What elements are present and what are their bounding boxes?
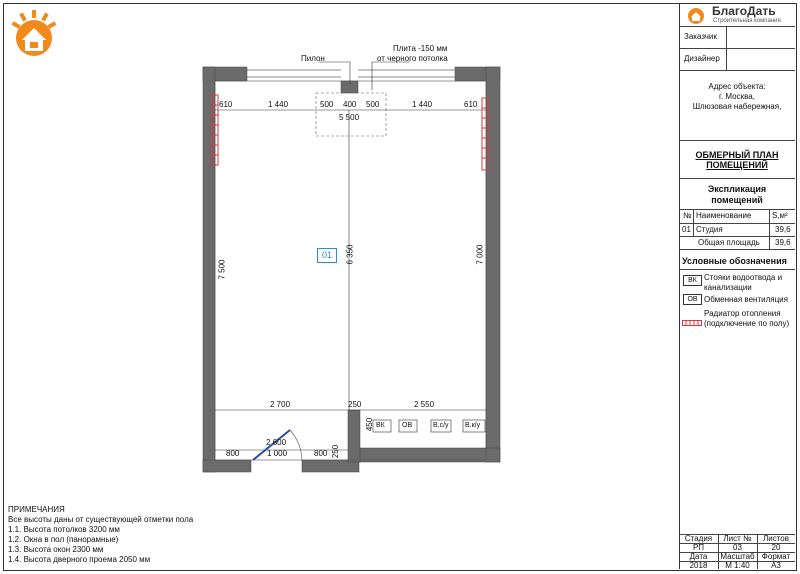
drawing-title-line2: ПОМЕЩЕНИЙ bbox=[706, 160, 768, 170]
legend-radiator-text bbox=[704, 309, 789, 329]
drawing-title-line1: ОБМЕРНЫЙ ПЛАН bbox=[695, 150, 779, 160]
fixture-ov-label: ОВ bbox=[402, 422, 413, 429]
stamp-date: 2018 bbox=[689, 561, 708, 570]
table-header-name: Наименование bbox=[696, 211, 752, 220]
notes-block bbox=[8, 505, 193, 565]
slab-label-line2: от черного потолка bbox=[377, 54, 448, 63]
legend-vk-text bbox=[704, 273, 782, 293]
stamp-format: А3 bbox=[771, 561, 781, 570]
house-mini-logo-icon bbox=[683, 5, 709, 25]
room-row-area: 39,6 bbox=[775, 225, 791, 234]
entry-door-swing-arc bbox=[290, 430, 302, 462]
pylon bbox=[341, 81, 358, 93]
bottom-dim-2: 250 bbox=[348, 400, 362, 409]
room-row-num: 01 bbox=[682, 225, 691, 234]
pylon-label: Пилон bbox=[301, 54, 325, 63]
stamp-sheets-label: Листов bbox=[763, 534, 789, 543]
top-dim-1: 610 bbox=[219, 100, 233, 109]
designer-label: Дизайнер bbox=[684, 54, 720, 63]
legend-title: Условные обозначения bbox=[682, 256, 787, 266]
company-subtitle: Строительная компания bbox=[713, 18, 781, 24]
explication-line2: помещений bbox=[711, 195, 763, 205]
entry-dim-2: 1 000 bbox=[267, 449, 288, 458]
notes-line: 1.2. Окна в пол (панорамные) bbox=[8, 535, 119, 544]
bottom-dim-1: 2 700 bbox=[270, 400, 291, 409]
door-diag-dim: 2 600 bbox=[266, 438, 287, 447]
total-area-value: 39,6 bbox=[775, 238, 791, 247]
bottom-dim-3: 2 550 bbox=[414, 400, 435, 409]
address-city: г. Москва, bbox=[719, 92, 755, 101]
legend-radiator-text2: (подключение по полу) bbox=[704, 319, 790, 328]
entry-dim-3: 800 bbox=[314, 449, 328, 458]
notes-line: Все высоты даны от существующей отметки пола bbox=[8, 515, 194, 524]
wall-bottom-left bbox=[203, 460, 251, 472]
legend-vk-symbol: ВК bbox=[683, 275, 702, 286]
stamp-sheet: 03 bbox=[733, 543, 742, 552]
radiator-icon bbox=[682, 319, 702, 327]
notes-line: 1.3. Высота окон 2300 мм bbox=[8, 545, 104, 554]
legend-vk-text2: канализации bbox=[704, 283, 752, 292]
company-name: БлагоДать bbox=[712, 4, 776, 18]
legend-radiator-text1: Радиатор отопления bbox=[704, 309, 781, 318]
legend-vk-text1: Стояки водоотвода и bbox=[704, 273, 783, 282]
notes-line: 1.4. Высота дверного проема 2050 мм bbox=[8, 555, 151, 564]
legend-radiator-symbol bbox=[682, 314, 702, 322]
center-height-dim: 6 350 bbox=[345, 244, 355, 265]
explication-line1: Экспликация bbox=[707, 184, 767, 194]
address-street: Шлюзовая набережная, bbox=[692, 102, 782, 111]
small-dim-250: 250 bbox=[331, 444, 341, 459]
room-row-name: Студия bbox=[696, 225, 723, 234]
table-header-num: № bbox=[683, 211, 692, 220]
top-dim-4: 400 bbox=[343, 100, 357, 109]
client-label: Заказчик bbox=[684, 32, 717, 41]
notes-line: 1.1. Высота потолков 3200 мм bbox=[8, 525, 120, 534]
top-dim-7: 610 bbox=[464, 100, 478, 109]
legend-ov-text: Обменная вентиляция bbox=[704, 295, 788, 304]
total-area-label: Общая площадь bbox=[698, 238, 760, 247]
stamp-scale-label: Масштаб bbox=[720, 552, 755, 561]
overall-width-dim: 5 500 bbox=[339, 113, 360, 122]
right-height-dim: 7 000 bbox=[475, 244, 485, 265]
slab-label-line1: Плита -150 мм bbox=[393, 44, 448, 53]
stamp-format-label: Формат bbox=[761, 552, 791, 561]
top-dim-5: 500 bbox=[366, 100, 380, 109]
stamp-date-label: Дата bbox=[689, 552, 708, 561]
wall-partition bbox=[348, 410, 360, 462]
left-height-dim: 7 500 bbox=[217, 259, 227, 280]
company-mini-logo bbox=[683, 5, 709, 25]
address-block bbox=[680, 82, 794, 112]
stamp-sheets: 20 bbox=[771, 543, 781, 552]
fixture-vku-label: В.к/у bbox=[465, 422, 481, 429]
top-dim-6: 1 440 bbox=[412, 100, 433, 109]
entry-dim-1: 800 bbox=[226, 449, 240, 458]
stamp-sheet-label: Лист № bbox=[723, 534, 752, 543]
slab-leader bbox=[372, 62, 410, 90]
address-label: Адрес объекта: bbox=[708, 82, 766, 91]
top-dim-2: 1 440 bbox=[268, 100, 289, 109]
fixture-vk-label: ВК bbox=[376, 422, 385, 429]
table-header-area: S,м² bbox=[772, 211, 788, 220]
legend-ov-symbol: ОВ bbox=[683, 294, 702, 305]
explication-title bbox=[680, 184, 794, 206]
stamp-stage: РП bbox=[692, 543, 705, 552]
top-dim-3: 500 bbox=[320, 100, 334, 109]
drawing-title bbox=[680, 150, 794, 170]
stamp-scale: М 1:40 bbox=[725, 561, 750, 570]
notes-title: ПРИМЕЧАНИЯ bbox=[8, 505, 65, 514]
room-number-badge: 01 bbox=[317, 248, 337, 263]
small-dim-450: 450 bbox=[365, 417, 375, 432]
fixture-vsu-label: В.с/у bbox=[433, 422, 449, 429]
stamp-stage-label: Стадия bbox=[684, 534, 713, 543]
wall-left bbox=[203, 67, 215, 472]
